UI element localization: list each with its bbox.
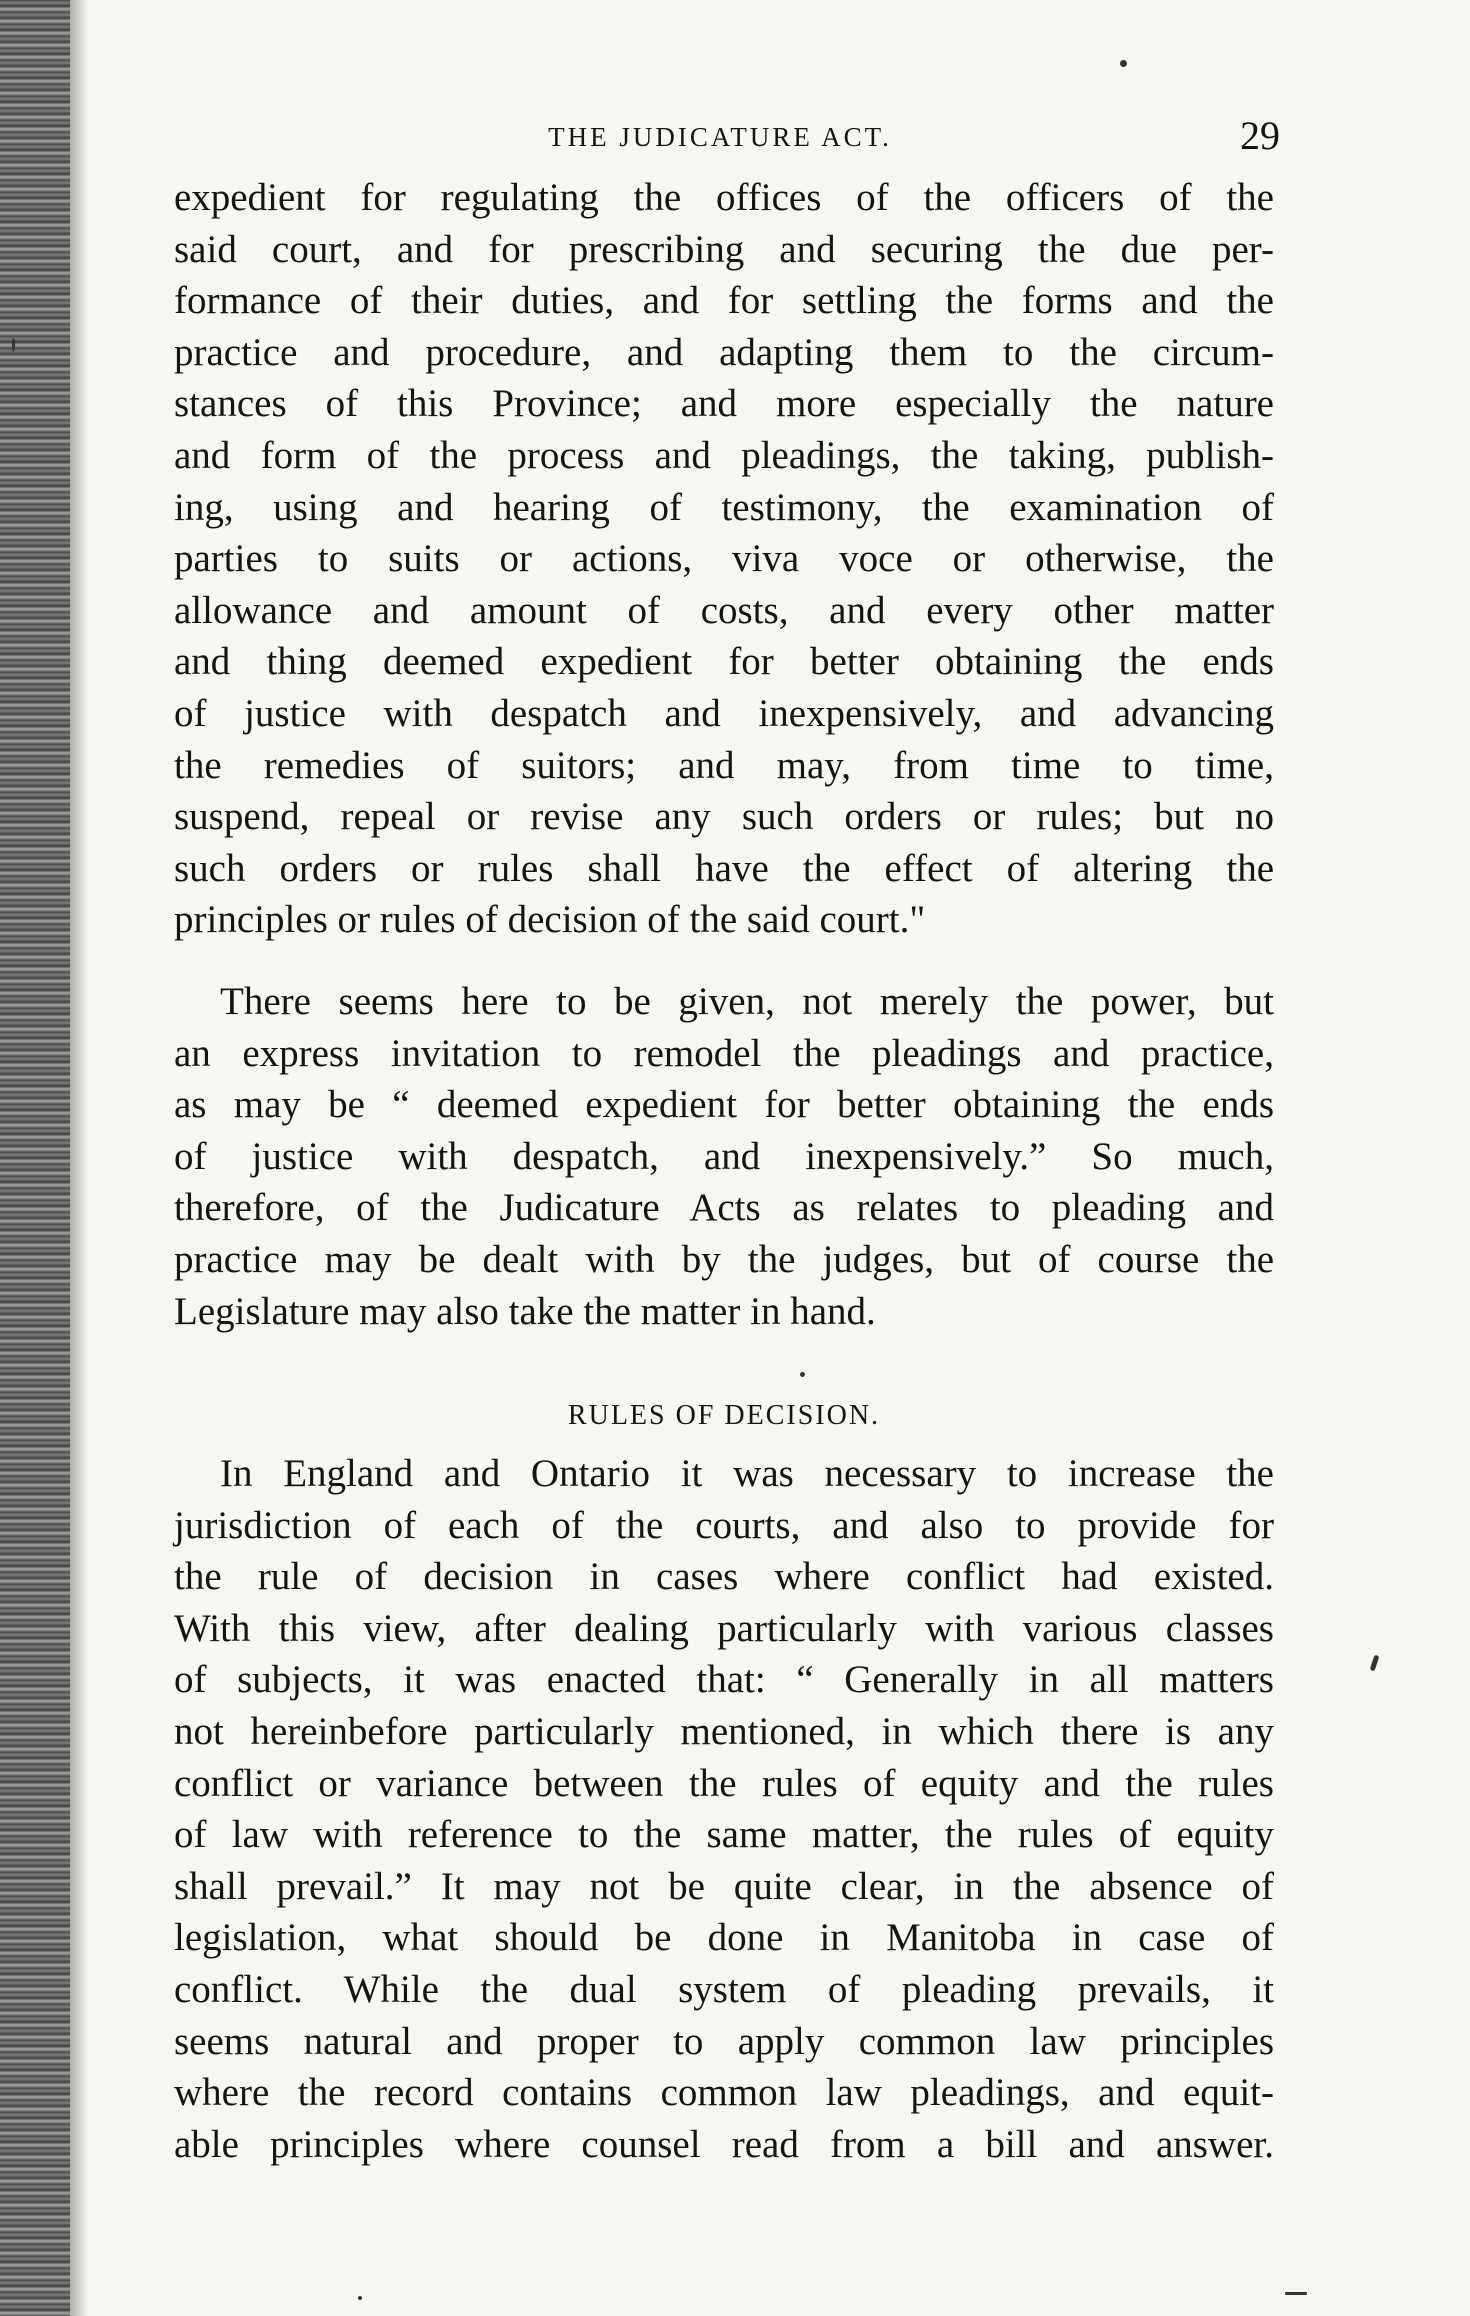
text-line: Legislature may also take the matter in hand. [174,1289,876,1333]
text-line: where the record contains common law pleadings, and equit- [174,2071,1274,2115]
text-line: able principles where counsel read from a bill and answer. [174,2122,1274,2166]
text-line: practice and procedure, and adapting them to the circum- [174,330,1274,374]
text-line: ing, using and hearing of testimony, the examination of [174,485,1274,529]
ink-speck [800,1372,805,1377]
text-line: and form of the process and pleadings, the taking, publish- [174,433,1274,477]
text-line: There seems here to be given, not merely the power, but [220,980,1274,1023]
text-line: legislation, what should be done in Manitoba in case of [174,1916,1274,1960]
text-line: principles or rules of decision of the said court." [174,898,926,942]
ink-speck [12,338,15,352]
text-line: as may be “ deemed expedient for better obtaining the ends [174,1083,1274,1127]
text-line: With this view, after dealing particularly with various classes [174,1606,1274,1650]
book-binding-edge [0,0,70,2316]
text-line: jurisdiction of each of the courts, and also to provide for [174,1503,1274,1547]
text-line: the rule of decision in cases where conflict had existed. [174,1555,1274,1599]
page-number: 29 [1240,113,1280,158]
text-line: of justice with despatch, and inexpensively.” So much, [174,1134,1274,1178]
text-line: suspend, repeal or revise any such orders or rules; but no [174,795,1274,839]
text-line: In England and Ontario it was necessary to increase the [220,1452,1274,1495]
text-line: conflict or variance between the rules of equity and the rules [174,1761,1274,1805]
running-head [160,112,1280,172]
text-line: seems natural and proper to apply common law principles [174,2019,1274,2063]
ink-speck [1370,1655,1380,1672]
text-line: of justice with despatch and inexpensively, and advancing [174,691,1274,735]
text-line: of law with reference to the same matter, the rules of equity [174,1813,1274,1857]
text-line: practice may be dealt with by the judges, but of course the [174,1237,1274,1281]
text-line: such orders or rules shall have the effect of altering the [174,846,1274,890]
text-line: shall prevail.” It may not be quite clear, in the absence of [174,1864,1274,1908]
text-line: stances of this Province; and more especially the nature [174,382,1274,426]
ink-speck [1120,60,1127,67]
paragraph-commentary [174,976,1274,1337]
text-line: conflict. While the dual system of pleading prevails, it [174,1967,1274,2011]
text-line: an express invitation to remodel the pleadings and practice, [174,1031,1274,1075]
section-heading: RULES OF DECISION. [567,1400,881,1431]
running-title: THE JUDICATURE ACT. [548,122,892,152]
text-line: allowance and amount of costs, and every other matter [174,588,1274,632]
text-line: of subjects, it was enacted that: “ Generally in all matters [174,1658,1274,1702]
text-line: the remedies of suitors; and may, from time to time, [174,743,1274,787]
paragraph-rules-of-decision [174,1448,1274,2170]
text-line: formance of their duties, and for settling the forms and the [174,279,1274,323]
text-line: and thing deemed expedient for better obtaining the ends [174,640,1274,684]
text-line: parties to suits or actions, viva voce or otherwise, the [174,537,1274,581]
text-line: expedient for regulating the offices of the officers of the [174,176,1274,219]
ink-speck [358,2296,362,2300]
text-line: said court, and for prescribing and securing the due per- [174,227,1274,271]
text-line: not hereinbefore particularly mentioned, in which there is any [174,1709,1274,1753]
ink-speck [1285,2292,1307,2295]
text-line: therefore, of the Judicature Acts as relates to pleading and [174,1186,1274,1230]
paragraph-quoted-statute [174,172,1274,946]
